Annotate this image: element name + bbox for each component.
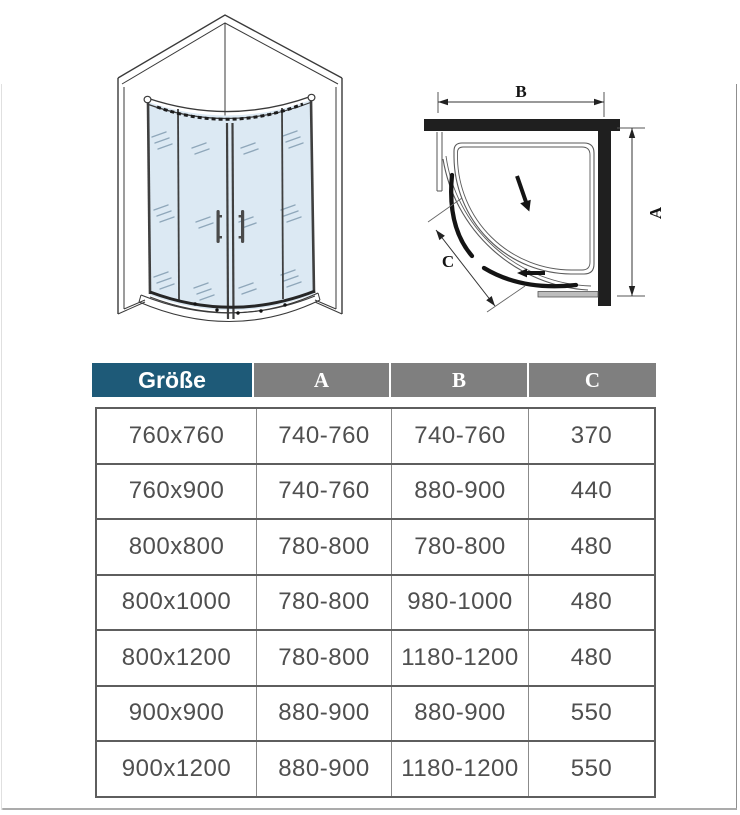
frame-border-right <box>736 84 737 810</box>
table-row <box>97 685 654 741</box>
isometric-shower-diagram <box>95 5 355 343</box>
frame-border-left <box>1 84 2 810</box>
plan-view-diagram <box>405 55 715 320</box>
table-cell: 880-900 <box>392 687 529 741</box>
table-cell: 780-800 <box>392 520 529 574</box>
table-cell: 780-800 <box>257 520 392 574</box>
table-cell: 780-800 <box>257 576 392 630</box>
table-cell: 550 <box>570 754 613 782</box>
frame-border-bottom <box>2 808 737 810</box>
table-cell: 800x800 <box>97 520 257 574</box>
size-table-header <box>92 363 658 397</box>
table-cell: 980-1000 <box>392 576 529 630</box>
table-cell: 370 <box>570 421 613 449</box>
bottom-rail-bar <box>538 292 598 298</box>
table-cell: 900x1200 <box>97 742 257 796</box>
table-cell: 880-900 <box>257 687 392 741</box>
size-table-body <box>95 407 656 798</box>
table-cell: 550 <box>570 699 613 727</box>
table-row <box>97 574 654 630</box>
dimension-c <box>428 198 525 312</box>
header-cell-c: C <box>529 363 656 397</box>
table-cell: 780-800 <box>257 631 392 685</box>
dimension-c-label: C <box>441 252 455 271</box>
header-cell-b: B <box>391 363 527 397</box>
table-cell: 900x900 <box>97 687 257 741</box>
dimension-a <box>617 128 665 296</box>
table-cell: 760x900 <box>97 465 257 519</box>
table-cell: 440 <box>570 477 613 505</box>
table-row <box>97 740 654 796</box>
fixed-panel-profile <box>437 132 442 191</box>
table-cell: 740-760 <box>257 409 392 463</box>
table-cell: 800x1200 <box>97 631 257 685</box>
table-cell: 480 <box>570 643 613 671</box>
dimension-b <box>438 82 604 117</box>
table-row <box>97 463 654 519</box>
table-cell: 480 <box>570 532 613 560</box>
header-cell-groesse: Größe <box>92 363 252 397</box>
size-table <box>92 363 658 798</box>
table-row <box>97 629 654 685</box>
table-cell: 880-900 <box>392 465 529 519</box>
plan-wall-top <box>424 119 620 131</box>
table-cell: 740-760 <box>392 409 529 463</box>
table-cell: 880-900 <box>257 742 392 796</box>
dimension-b-label: B <box>515 82 527 101</box>
table-cell: 740-760 <box>257 465 392 519</box>
table-cell: 480 <box>570 588 613 616</box>
table-cell: 760x760 <box>97 409 257 463</box>
header-cell-a: A <box>254 363 389 397</box>
tray-rim <box>454 143 594 274</box>
table-cell: 1180-1200 <box>392 631 529 685</box>
table-row <box>97 518 654 574</box>
plan-wall-right <box>598 119 611 306</box>
table-row <box>97 409 654 463</box>
table-cell: 1180-1200 <box>392 742 529 796</box>
dimension-a-label: A <box>646 206 665 220</box>
table-cell: 800x1000 <box>97 576 257 630</box>
